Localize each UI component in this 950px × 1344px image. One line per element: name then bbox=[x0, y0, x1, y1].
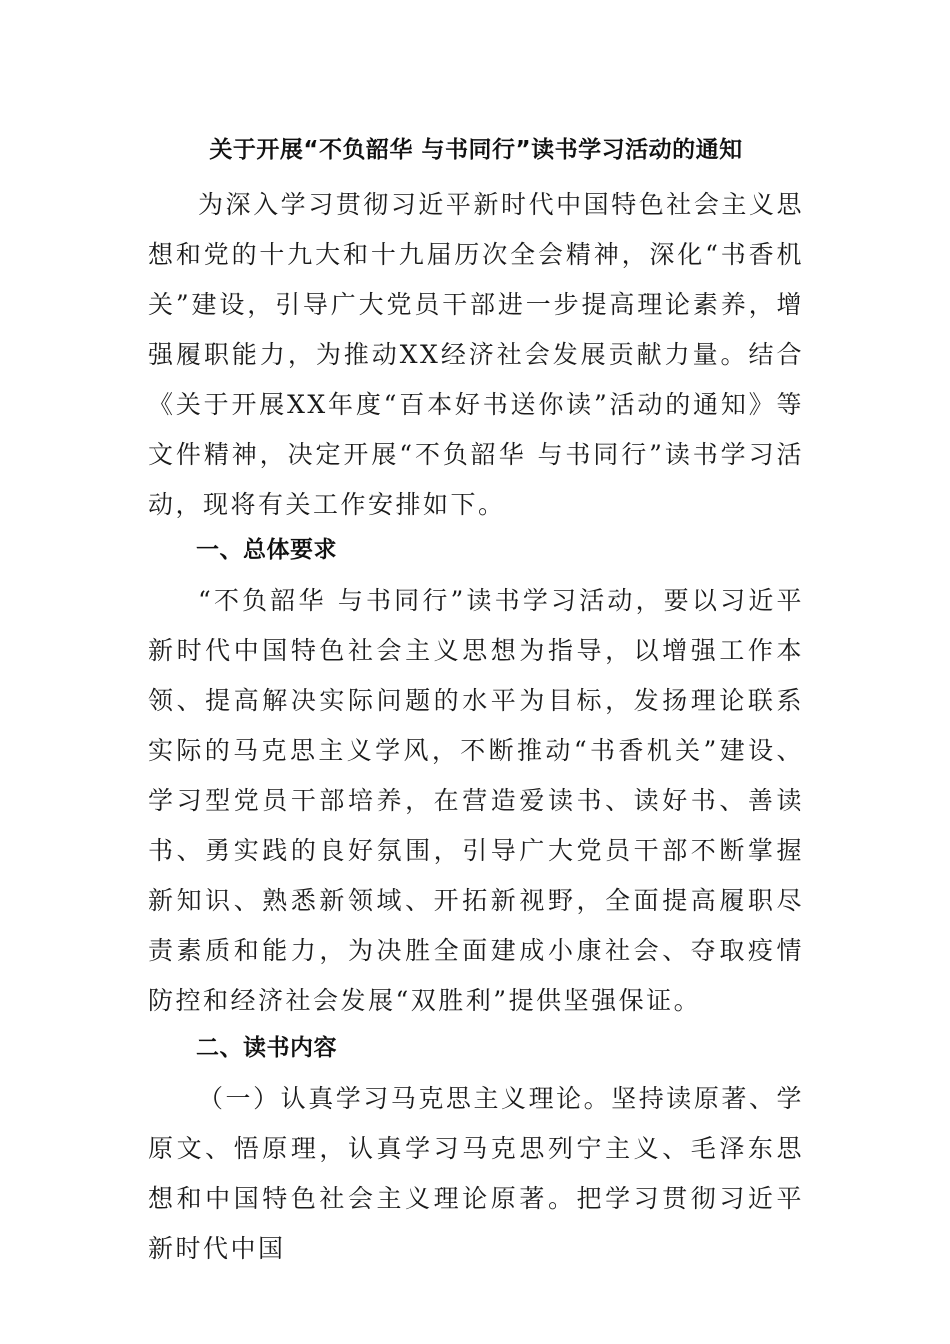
section-heading-reading-content: 二、读书内容 bbox=[196, 1035, 337, 1061]
section-paragraph-overall-requirements: “不负韶华 与书同行”读书学习活动，要以习近平新时代中国特色社会主义思想为指导，以增强工作本领、提高解决实际问题的水平为目标，发扬理论联系实际的马克思主义学风，不断推动“书香机关”建设、学习型党员干部培养，在营造爱读书、读好书、善读书、勇实践的良好氛围，引导广大党员干部不断掌握新知识、熟悉新领域、开拓新视野，全面提高履职尽责素质和能力，为决胜全面建成小康社会、夺取疫情防控和经济社会发展“双胜利”提供坚强保证。 bbox=[148, 586, 804, 1015]
intro-paragraph: 为深入学习贯彻习近平新时代中国特色社会主义思想和党的十九大和十九届历次全会精神，深化“书香机关”建设，引导广大党员干部进一步提高理论素养，增强履职能力，为推动XX经济社会发展贡献力量。结合《关于开展XX年度“百本好书送你读”活动的通知》等文件精神，决定开展“不负韶华 与书同行”读书学习活动，现将有关工作安排如下。 bbox=[148, 190, 804, 519]
section-heading-overall-requirements: 一、总体要求 bbox=[196, 537, 337, 563]
section-paragraph-reading-content: （一）认真学习马克思主义理论。坚持读原著、学原文、悟原理，认真学习马克思列宁主义、毛泽东思想和中国特色社会主义理论原著。把学习贯彻习近平新时代中国 bbox=[148, 1084, 804, 1263]
document-title: 关于开展“不负韶华 与书同行”读书学习活动的通知 bbox=[209, 137, 743, 163]
